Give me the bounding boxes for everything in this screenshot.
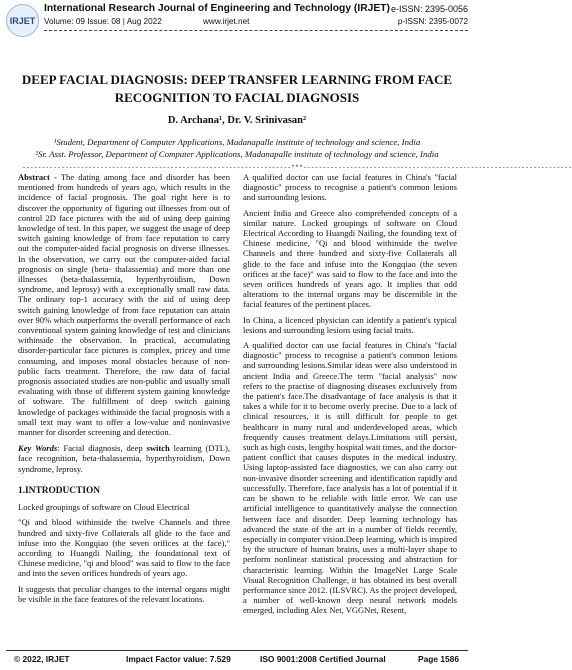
journal-name: International Research Journal of Engineering and Technology (IRJET) — [44, 3, 390, 14]
right-paragraph-4: A qualified doctor can use facial features in China's "facial diagnostic" process to recognise a patient's common lesions and surrounding lesions.Similar ideas were also understood in ancient India and Greece.The term "facial analysis" now refers to the practise of diagnosing diseases exclusively from the patient's face.The disadvantage of face analysis is that it takes a while for it to become overly precise. Due to a lack of clinical resources, it is still difficult for people to get healthcare in many rural and underdeveloped areas, which frequently causes treatment delays.Limitations still persist, such as high costs, lengthy hospital wait times, and the doctor-patient conflict that causes disputes in the medical industry. Using laptop-assisted face diagnostics, we can also carry out non-invasive disorder screening and identification rapidly and successfully. Therefore, face analysis has a lot of potential if it can be shown to be reliable with little error. We can use artificial intelligence to quantitatively analyse the connection between face and disorder. Deep learning technology has advanced the state of the art in a number of fields recently, especially in computer vision.Deep learning, which is inspired by the structure of human brains, uses a multi-layer shape to perform nonlinear statistical processing and abstraction for characteristic learning. Within the ImageNet Large Scale Visual Recognition Challenge, it has obtained its best overall performance since 2012. (ILSVRC). As the project developed, a number of well-known deep neural network models emerged, including Alex Net, VGGNet, Resent, — [243, 340, 457, 616]
footer-copyright: © 2022, IRJET — [14, 654, 70, 664]
logo-text: IRJET — [9, 15, 36, 26]
abstract-text: The dating among face and disorder has been mentioned from hundreds of years ago, which results in the incidence of facial prognosis. The goal right here is to discover the opportunity of figuring out illnesses from out of control 2D face pictures with the aid of using deep gaining knowledge of test. In this paper, we suggest the usage of deep switch gaining knowledge of from face reputation to carry out the computer-aided facial prognosis on diverse illnesses. In the observation, we carry out the computer-aided facial prognosis on single (beta- thalassemia) and more than one illnesses (beta-thalassemia, hyperthyroidism, Down syndrome, and leprosy) with a exceptionally small raw data. The ordinary top-1 accuracy with the aid of using deep switch gaining knowledge of from face reputation can attain over 90% which outperforms the overall performance of each conventional system gaining knowledge of test and clinicians withinside the observation. In practical, accumulating disorder-particular face pictures is complex, pricey and time consuming, and imposes moral obstacles because of non-public facts treatment. Therefore, the raw data of facial prognosis associated studies are non-public and usually small evaluating with those of different system gaining knowledge of software. The fulfillment of deep switch gaining knowledge of packages withinside the facial prognosis with a small text may want to offer a low-value and noninvasive manner for disorder screening and detection. — [18, 172, 231, 438]
irjet-logo-icon — [6, 4, 39, 37]
intro-paragraph-1: Locked groupings of software on Cloud Electrical — [18, 502, 190, 513]
keywords-pre: : Facial diagnosis, deep — [57, 443, 147, 454]
keywords-post: learning (DTL), face recognition, beta-thalassemia, hyperthyroidism, Down syndrome, leprosy. — [18, 443, 230, 474]
header-divider — [44, 30, 468, 31]
paper-title-line-2: RECOGNITION TO FACIAL DIAGNOSIS — [114, 90, 360, 105]
volume-issue: Volume: 09 Issue: 08 | Aug 2022 — [44, 17, 162, 26]
authors: D. Archana¹, Dr. V. Srinivasan² — [167, 115, 307, 126]
abstract-label: Abstract - — [18, 172, 57, 182]
section-heading-introduction: 1.INTRODUCTION — [18, 485, 101, 496]
journal-website-link[interactable]: www.irjet.net — [203, 17, 250, 26]
keywords — [18, 443, 230, 474]
footer-divider — [6, 650, 468, 651]
journal-header — [0, 0, 474, 42]
eissn: e-ISSN: 2395-0056 — [390, 4, 468, 14]
right-paragraph-1: A qualified doctor can use facial features in China's "facial diagnostic" process to recognise a patient's common lesions and surrounding lesions. — [243, 172, 457, 203]
left-column — [18, 172, 230, 609]
right-column — [243, 172, 457, 621]
intro-paragraph-3: It suggests that peculiar changes to the internal organs might be visible in the face features of the relevant locations. — [18, 583, 230, 604]
affiliation-2: ²Sr. Asst. Professor, Department of Computer Applications, Madanapalle institute of technology and science, India — [35, 149, 439, 159]
section-separator: ---------------------------------------------------------------------***--------------------------------------------------------------------- — [22, 164, 572, 171]
abstract — [18, 172, 230, 437]
pissn: p-ISSN: 2395-0072 — [397, 17, 468, 26]
keywords-label: Key Words — [18, 443, 58, 454]
keywords-bold: switch — [146, 443, 170, 454]
footer-page-number: Page 1586 — [418, 654, 459, 664]
intro-paragraph-2: "Qi and blood withinside the twelve Channels and three hundred and sixty-five Collaterals all glide to the face and infuse into the Kongqiao (the seven orifices at the face)," according to Huangdi Nailing, the foundational text of Chinese medicine, "qi and blood" was said to flow to the face and into the seven orifices hundreds of years ago. — [18, 517, 230, 579]
paper-title-line-1: DEEP FACIAL DIAGNOSIS: DEEP TRANSFER LEARNING FROM FACE — [21, 72, 453, 87]
footer-impact-factor: Impact Factor value: 7.529 — [126, 654, 231, 664]
affiliation-1: ¹Student, Department of Computer Applications, Madanapalle institute of technology and science, India — [53, 137, 421, 147]
footer-iso: ISO 9001:2008 Certified Journal — [260, 654, 386, 664]
right-paragraph-2: Ancient India and Greece also comprehended concepts of a similar nature. Locked groupings of software on Cloud Electrical According to Huangdi Nailing, the founding text of Chinese medicine, "Qi and blood withinside the twelve Channels and three hundred and sixty-five Collaterals all glide to the face and infuse into the Kongqiao (the seven orifices at the face)" was said to flow to the face and into the seven orifices hundreds of years ago. It implies that odd alterations to the internal organs may be discernible in the facial features of the pertinent places. — [243, 207, 457, 310]
right-paragraph-3: In China, a licenced physician can identify a patient's typical lesions and surrounding lesions using facial traits. — [243, 314, 457, 335]
